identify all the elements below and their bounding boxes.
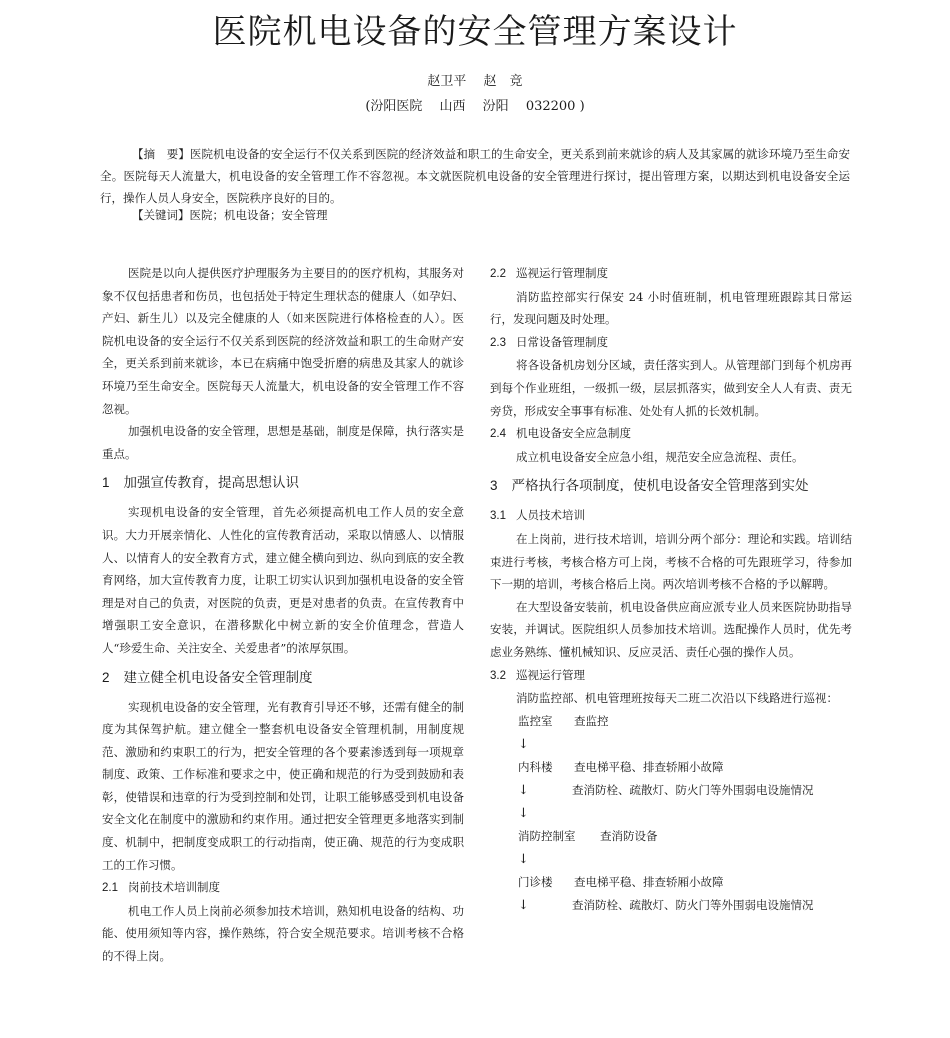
paper-title: 医院机电设备的安全管理方案设计 <box>212 12 738 52</box>
section-2-1-title: 岗前技术培训制度 <box>128 880 220 895</box>
section-3-1-heading <box>490 504 852 528</box>
section-2-4-paragraph: 成立机电设备安全应急小组，规范安全应急流程、责任。 <box>516 449 804 464</box>
section-2-4-number: 2.4 <box>490 428 506 441</box>
route-step-internal-medicine <box>518 756 852 779</box>
authors: 赵卫平 赵 竞 <box>427 74 523 89</box>
route-task: 查电梯平稳、排查轿厢小故障 <box>574 874 724 889</box>
section-3-heading <box>490 474 852 498</box>
abstract: 【摘 要】医院机电设备的安全运行不仅关系到医院的经济效益和职工的生命安全，更关系到前来就诊的病人及其家属的就诊环境乃至生命安全。医院每天人流量大，机电设备的安全管理工作不容忽视。本文就医院机电设备的安全管理进行探讨，提出管理方案，以期达到机电设备安全运行，操作人员人身安全，医院秩序良好的目的。 <box>100 147 850 205</box>
route-substep <box>518 779 852 802</box>
route-place: 门诊楼 <box>518 874 553 889</box>
section-3-number: 3 <box>490 478 498 494</box>
down-arrow-icon: ↓ <box>518 782 529 798</box>
route-task: 查电梯平稳、排查轿厢小故障 <box>574 759 724 774</box>
section-2-title: 建立健全机电设备安全管理制度 <box>123 669 313 686</box>
section-3-2-paragraph: 消防监控部、机电管理班按每天二班二次沿以下线路进行巡视： <box>516 691 838 706</box>
down-arrow-icon: ↓ <box>518 805 529 821</box>
route-step-monitor-room <box>518 710 852 733</box>
keywords: 【关键词】医院；机电设备；安全管理 <box>132 208 328 222</box>
section-2-4-title: 机电设备安全应急制度 <box>516 426 631 441</box>
section-1-heading <box>102 471 464 495</box>
section-2-3-heading <box>490 331 852 355</box>
intro-paragraph-1: 医院是以向人提供医疗护理服务为主要目的的医疗机构，其服务对象不仅包括患者和伤员，也包括处于特定生理状态的健康人（如孕妇、产妇、新生儿）以及完全健康的人（如来医院进行体格检查的人）。医院机电设备的安全运行不仅关系到医院的经济效益和职工的生命财产安全，更关系到前来就诊，本已在病痛中饱受折磨的病患及其家人的就诊环境乃至生命安全。医院每天人流量大，机电设备的安全管理工作不容忽视。 <box>102 266 464 416</box>
section-2-number: 2 <box>102 669 110 685</box>
route-place: 消防控制室 <box>518 828 576 843</box>
down-arrow-icon: ↓ <box>518 851 529 867</box>
patrol-route <box>490 710 852 917</box>
intro-paragraph-2: 加强机电设备的安全管理，思想是基础，制度是保障，执行落实是重点。 <box>102 424 464 461</box>
section-1-title: 加强宣传教育，提高思想认识 <box>123 475 300 492</box>
affiliation: (汾阳医院 山西 汾阳 032200 ) <box>365 99 585 114</box>
section-3-2-number: 3.2 <box>490 669 506 682</box>
route-subtask: 查消防栓、疏散灯、防火门等外围弱电设施情况 <box>572 897 814 912</box>
section-3-title: 严格执行各项制度，使机电设备安全管理落到实处 <box>511 478 809 495</box>
section-2-1-heading <box>102 876 464 900</box>
section-2-1-paragraph: 机电工作人员上岗前必须参加技术培训，熟知机电设备的结构、功能、使用须知等内容，操作熟练，符合安全规范要求。培训考核不合格的不得上岗。 <box>102 903 464 964</box>
section-2-heading <box>102 666 464 690</box>
route-subtask: 查消防栓、疏散灯、防火门等外围弱电设施情况 <box>572 782 814 797</box>
section-2-2-number: 2.2 <box>490 268 506 280</box>
section-3-2-heading <box>490 664 852 688</box>
section-1-number: 1 <box>102 475 110 491</box>
section-1-paragraph: 实现机电设备的安全管理，首先必须提高机电工作人员的安全意识。大力开展亲情化、人性化的宣传教育活动，采取以情感人、以情服人、以情育人的安全教育方式，建立健全横向到边、纵向到底的安全教育网络，加大宣传教育力度，让职工切实认识到加强机电设备的安全管理是对自己的负责，对医院的负责，更是对患者的负责。在宣传教育中增强职工安全意识，在潜移默化中树立新的安全价值理念，营造人人“珍爱生命、关注安全、关爱患者”的浓厚氛围。 <box>102 505 464 655</box>
section-2-paragraph: 实现机电设备的安全管理，光有教育引导还不够，还需有健全的制度为其保驾护航。建立健全一整套机电设备安全管理机制，用制度规范、激励和约束职工的行为，把安全管理的各个要素渗透到每一项规章制度、政策、工作标准和要求之中，使正确和规范的行为受到鼓励和表彰，使错误和违章的行为受到控制和处罚，让职工能够感受到机电设备安全文化在制度中的激励和约束作用。通过把安全管理更多地落实到制度、机制中，把制度变成职工的行动指南，使正确、规范的行为变成职工的工作习惯。 <box>102 699 464 872</box>
route-step-fire-control-room <box>518 825 852 848</box>
section-2-3-number: 2.3 <box>490 336 506 349</box>
section-2-3-title: 日常设备管理制度 <box>516 334 608 349</box>
section-3-1-paragraph-1: 在上岗前，进行技术培训，培训分两个部分：理论和实践。培训结束进行考核，考核合格方可上岗，考核不合格的可先跟班学习，待参加下一期的培训，考核合格后上岗。两次培训考核不合格的予以解聘。 <box>490 531 852 592</box>
route-task: 查监控 <box>574 713 609 728</box>
route-step-outpatient <box>518 871 852 894</box>
route-place: 监控室 <box>518 713 553 728</box>
section-2-4-heading <box>490 422 852 446</box>
section-2-2-title: 巡视运行管理制度 <box>516 266 608 280</box>
route-substep <box>518 894 852 917</box>
section-2-2-paragraph: 消防监控部实行保安 24 小时值班制，机电管理班跟踪其日常运行，发现问题及时处理。 <box>490 289 852 327</box>
down-arrow-icon: ↓ <box>518 736 529 752</box>
section-3-1-title: 人员技术培训 <box>516 508 585 523</box>
route-task: 查消防设备 <box>600 828 658 843</box>
route-place: 内科楼 <box>518 759 553 774</box>
section-3-1-paragraph-2: 在大型设备安装前，机电设备供应商应派专业人员来医院协助指导安装，并调试。医院组织人员参加技术培训。选配操作人员时，优先考虑业务熟练、懂机械知识、反应灵活、责任心强的操作人员。 <box>490 599 852 659</box>
right-column <box>490 262 852 917</box>
section-2-2-heading <box>490 262 852 286</box>
down-arrow-icon: ↓ <box>518 897 529 913</box>
section-3-2-title: 巡视运行管理 <box>516 667 585 682</box>
section-3-1-number: 3.1 <box>490 510 506 523</box>
section-2-3-paragraph: 将各设备机房划分区域，责任落实到人。从管理部门到每个机房再到每个作业班组，一级抓一级，层层抓落实，做到安全人人有责、责无旁贷，形成安全事事有标准、处处有人抓的长效机制。 <box>490 358 852 418</box>
section-2-1-number: 2.1 <box>102 882 118 895</box>
left-column <box>102 262 464 968</box>
